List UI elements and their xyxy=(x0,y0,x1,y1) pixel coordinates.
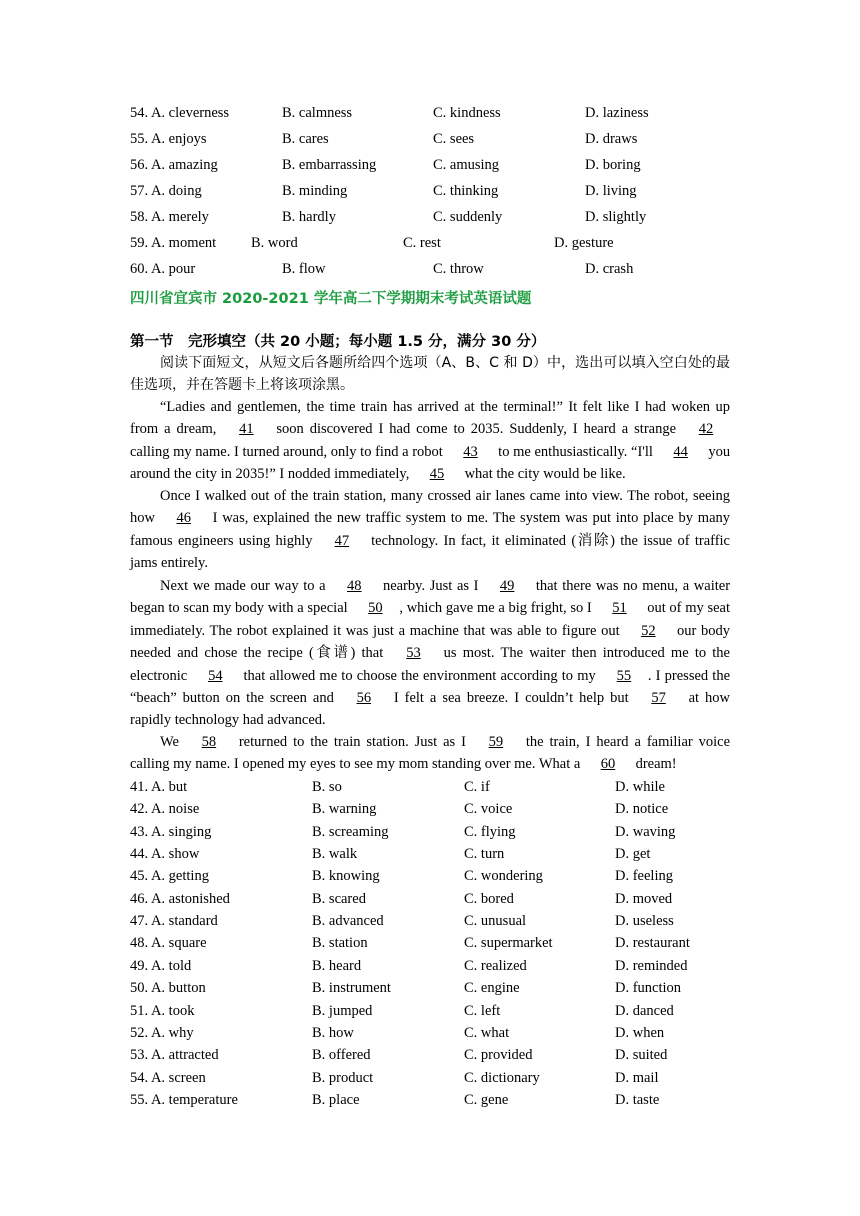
option-d: D. get xyxy=(615,846,651,863)
option-a: 51. A. took xyxy=(130,1002,195,1019)
option-c: C. bored xyxy=(464,890,514,907)
option-c: C. dictionary xyxy=(464,1069,540,1086)
blank-49: 49 xyxy=(499,578,515,594)
option-c: C. unusual xyxy=(464,913,527,930)
blank-44: 44 xyxy=(673,443,688,460)
option-d: D. laziness xyxy=(585,105,649,121)
option-b: B. advanced xyxy=(312,913,384,930)
option-a: 59. A. moment xyxy=(130,235,217,251)
option-c: C. thinking xyxy=(433,183,499,199)
blank-53: 53 xyxy=(406,645,421,662)
option-c: C. what xyxy=(464,1024,510,1041)
option-d: D. waving xyxy=(615,823,676,840)
instructions: 阅读下面短文，从短文后各题所给四个选项（A、B、C 和 D）中，选出可以填入空白处的最佳选项，并在答题卡上将该项涂黑。 xyxy=(130,355,730,393)
option-a: 46. A. astonished xyxy=(130,890,230,907)
option-d: D. draws xyxy=(585,131,638,147)
option-b: B. screaming xyxy=(312,823,389,840)
option-b: B. how xyxy=(312,1024,354,1041)
blank-50: 50 xyxy=(368,600,383,617)
option-c: C. sees xyxy=(433,131,475,147)
option-c: C. voice xyxy=(464,801,513,818)
option-d: D. restaurant xyxy=(615,935,690,952)
option-a: 56. A. amazing xyxy=(130,157,218,173)
option-c: C. kindness xyxy=(433,105,501,121)
option-b: B. minding xyxy=(282,183,348,199)
option-a: 53. A. attracted xyxy=(130,1047,219,1064)
option-a: 43. A. singing xyxy=(130,823,212,840)
option-d: D. boring xyxy=(585,157,641,173)
option-b: B. cares xyxy=(282,131,329,147)
option-b: B. scared xyxy=(312,890,366,907)
option-c: C. left xyxy=(464,1002,501,1019)
passage-paragraph-4: We 58 returned to the train station. Just as I 59 the train, I heard a familiar voice calling my name. I opened my eyes to see my mom standing over me. What a 60 dream! xyxy=(130,731,730,776)
option-c: C. engine xyxy=(464,980,520,997)
option-c: C. supermarket xyxy=(464,935,553,952)
option-b: B. product xyxy=(312,1069,374,1086)
option-b: B. flow xyxy=(282,261,326,277)
option-d: D. useless xyxy=(615,913,674,930)
option-a: 54. A. screen xyxy=(130,1069,206,1086)
option-c: C. throw xyxy=(433,261,484,277)
option-d: D. living xyxy=(585,183,637,199)
option-c: C. suddenly xyxy=(433,209,503,225)
option-c: C. gene xyxy=(464,1091,509,1108)
blank-59: 59 xyxy=(488,734,504,750)
blank-57: 57 xyxy=(651,690,666,707)
option-a: 60. A. pour xyxy=(130,261,196,277)
option-b: B. embarrassing xyxy=(282,157,377,173)
blank-46: 46 xyxy=(176,510,192,527)
section-title: 第一节 完形填空（共 20 小题；每小题 1.5 分，满分 30 分） xyxy=(130,334,546,350)
option-c: C. rest xyxy=(403,235,441,251)
blank-43: 43 xyxy=(463,443,478,460)
option-b: B. word xyxy=(251,235,298,251)
option-a: 42. A. noise xyxy=(130,801,200,818)
option-b: B. jumped xyxy=(312,1002,373,1019)
option-c: C. turn xyxy=(464,846,505,863)
option-d: D. mail xyxy=(615,1069,659,1086)
option-a: 45. A. getting xyxy=(130,868,209,885)
blank-51: 51 xyxy=(612,600,627,617)
option-a: 50. A. button xyxy=(130,980,206,997)
blank-48: 48 xyxy=(347,578,362,594)
option-a: 55. A. enjoys xyxy=(130,131,207,147)
option-a: 57. A. doing xyxy=(130,183,202,199)
option-c: C. provided xyxy=(464,1047,533,1064)
blank-54: 54 xyxy=(208,667,223,684)
option-d: D. gesture xyxy=(554,235,614,251)
option-a: 58. A. merely xyxy=(130,209,209,225)
option-d: D. suited xyxy=(615,1047,668,1064)
option-b: B. warning xyxy=(312,801,377,818)
blank-52: 52 xyxy=(641,622,656,639)
option-c: C. flying xyxy=(464,823,516,840)
option-b: B. station xyxy=(312,935,368,952)
option-d: D. notice xyxy=(615,801,669,818)
option-a: 47. A. standard xyxy=(130,913,218,930)
passage-paragraph-3: Next we made our way to a 48 nearby. Just as I 49 that there was no menu, a waiter began to scan my body with a special 50 , which gave me a big fright, so I 51 out of my seat immediately. The robot explained it was just a machine that was able to figure out 52 our body needed and chose the recipe (食谱) that 53 us most. The waiter then introduced me to the electronic 54 that allowed me to choose the environment according to my 55 . I pressed the “beach” button on the screen and 56 I felt a sea breeze. I couldn’t help but 57 at how rapidly technology had advanced. xyxy=(130,575,730,732)
option-a: 48. A. square xyxy=(130,935,207,952)
option-c: C. if xyxy=(464,779,490,795)
option-b: B. hardly xyxy=(282,209,336,225)
option-a: 55. A. temperature xyxy=(130,1091,238,1108)
option-c: C. wondering xyxy=(464,868,543,885)
blank-42: 42 xyxy=(698,421,714,438)
passage-paragraph-1: “Ladies and gentlemen, the time train has arrived at the terminal!” It felt like I had woken up from a dream, 41 soon discovered I had come to 2035. Suddenly, I heard a strange 42 calling my name. I turned around, only to find a robot 43 to me enthusiastically. “I'll 44 you around the city in 2035!” I nodded immediately, 45 what the city would be like. xyxy=(130,396,730,486)
option-d: D. slightly xyxy=(585,209,647,225)
option-b: B. heard xyxy=(312,957,362,974)
option-d: D. moved xyxy=(615,890,673,907)
option-b: B. walk xyxy=(312,846,358,863)
blank-55: 55 xyxy=(616,667,632,684)
option-d: D. reminded xyxy=(615,957,688,974)
option-d: D. feeling xyxy=(615,868,673,885)
blank-47: 47 xyxy=(334,532,350,549)
passage-paragraph-2: Once I walked out of the train station, many crossed air lanes came into view. The robot, seeing how 46 I was, explained the new traffic system to me. The system was put into place by many famous engineers using highly 47 technology. In fact, it eliminated (消除) the issue of traffic jams entirely. xyxy=(130,488,731,572)
option-d: D. crash xyxy=(585,261,634,277)
option-c: C. realized xyxy=(464,957,527,974)
option-a: 54. A. cleverness xyxy=(130,105,230,121)
blank-41: 41 xyxy=(239,421,254,438)
option-d: D. taste xyxy=(615,1091,660,1108)
option-c: C. amusing xyxy=(433,157,500,173)
option-b: B. knowing xyxy=(312,868,380,885)
blank-60: 60 xyxy=(600,756,616,773)
option-a: 49. A. told xyxy=(130,957,192,974)
option-b: B. calmness xyxy=(282,105,353,121)
option-b: B. offered xyxy=(312,1047,371,1064)
option-d: D. danced xyxy=(615,1002,674,1019)
option-a: 41. A. but xyxy=(130,779,188,795)
exam-title: 四川省宜宾市 2020-2021 学年高二下学期期末考试英语试题 xyxy=(130,291,532,307)
blank-58: 58 xyxy=(201,734,217,750)
option-b: B. place xyxy=(312,1091,360,1108)
option-a: 52. A. why xyxy=(130,1024,194,1041)
option-b: B. instrument xyxy=(312,980,391,997)
option-a: 44. A. show xyxy=(130,846,200,863)
option-b: B. so xyxy=(312,779,342,795)
blank-45: 45 xyxy=(429,466,445,483)
blank-56: 56 xyxy=(356,690,372,707)
option-d: D. function xyxy=(615,980,682,997)
option-d: D. when xyxy=(615,1024,665,1041)
option-d: D. while xyxy=(615,779,665,795)
